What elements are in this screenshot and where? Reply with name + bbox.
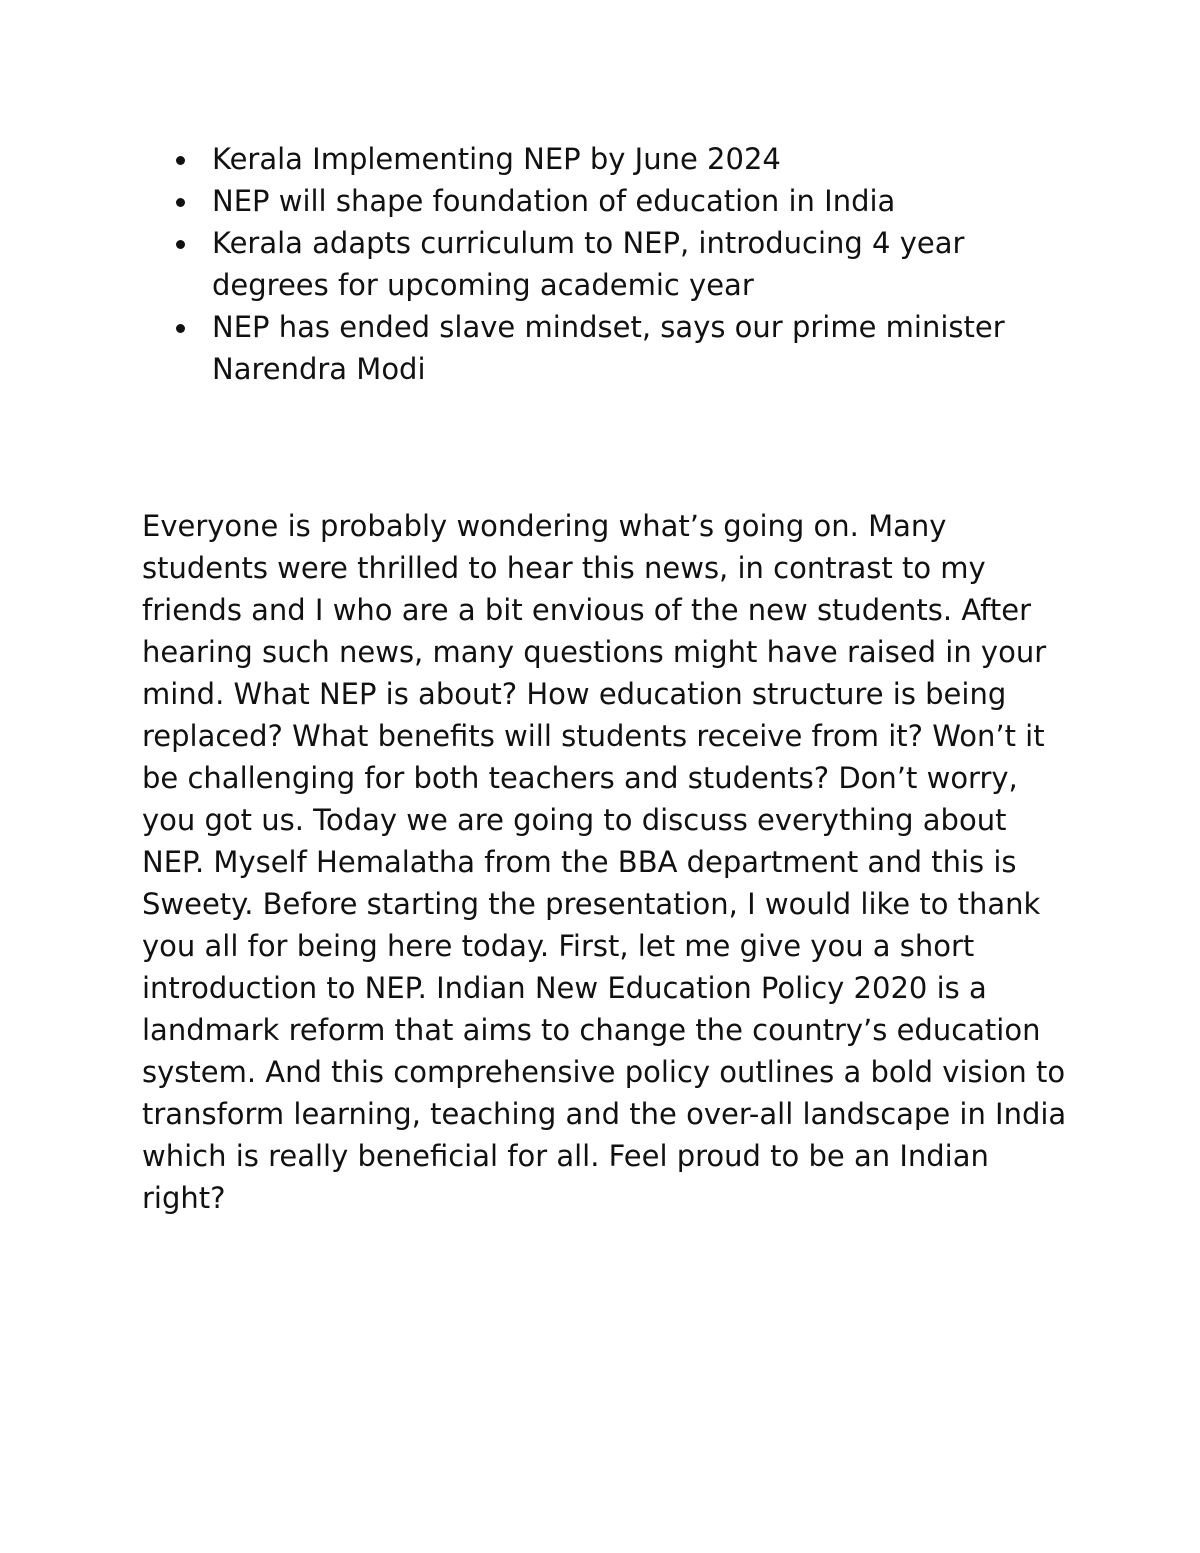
list-item-text: NEP will shape foundation of education in India bbox=[212, 184, 896, 218]
bullet-dot-icon bbox=[176, 156, 185, 165]
bullet-list bbox=[170, 138, 1050, 390]
list-item bbox=[170, 222, 1050, 306]
list-item bbox=[170, 306, 1050, 390]
list-item-text: Kerala adapts curriculum to NEP, introducing 4 year degrees for upcoming academic year bbox=[212, 226, 965, 302]
body-paragraph: Everyone is probably wondering what’s going on. Many students were thrilled to hear this news, in contrast to my friends and I who are a bit envious of the new students. After hearing such news, many questions might have raised in your mind. What NEP is about? How education structure is being replaced? What benefits will students receive from it? Won’t it be challenging for both teachers and students? Don’t worry, you got us. Today we are going to discuss everything about NEP. Myself Hemalatha from the BBA department and this is Sweety. Before starting the presentation, I would like to thank you all for being here today. First, let me give you a short introduction to NEP. Indian New Education Policy 2020 is a landmark reform that aims to change the country’s education system. And this comprehensive policy outlines a bold vision to transform learning, teaching and the over-all landscape in India which is really beneficial for all. Feel proud to be an Indian right? bbox=[142, 509, 1067, 1215]
list-item bbox=[170, 138, 1050, 180]
list-item bbox=[170, 180, 1050, 222]
list-item-text: NEP has ended slave mindset, says our prime minister Narendra Modi bbox=[212, 310, 1005, 386]
bullet-dot-icon bbox=[176, 198, 185, 207]
bullet-dot-icon bbox=[176, 324, 185, 333]
bullet-dot-icon bbox=[176, 240, 185, 249]
list-item-text: Kerala Implementing NEP by June 2024 bbox=[212, 142, 781, 176]
